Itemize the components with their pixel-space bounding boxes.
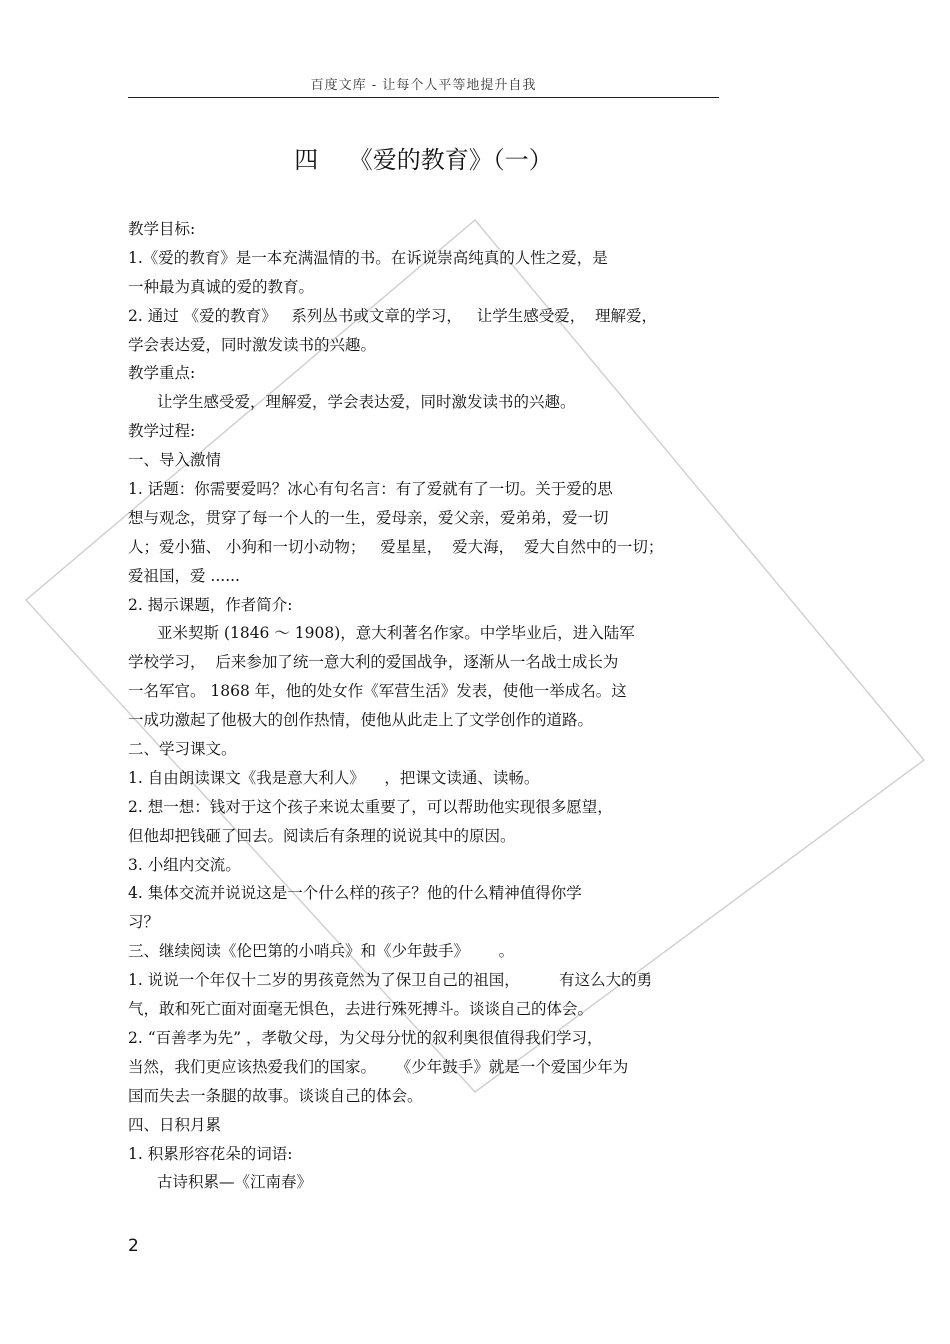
text-line: 一、导入激情 — [128, 451, 222, 470]
text-line: 3. 小组内交流。 — [128, 855, 241, 874]
text-line: 一种最为真诚的爱的教育。 — [128, 277, 315, 296]
text-line: 二、学习课文。 — [128, 740, 237, 759]
text-line: 2. “百善孝为先” ，孝敬父母，为父母分忧的叙利奥很值得我们学习， — [128, 1028, 603, 1047]
text-line: 2. 通过 《爱的教育》 系列丛书或文章的学习， 让学生感受爱， 理解爱， — [128, 306, 658, 325]
text-line: 4. 集体交流并说说这是一个什么样的孩子？他的什么精神值得你学 — [128, 884, 582, 903]
text-line: 让学生感受爱，理解爱，学会表达爱，同时激发读书的兴趣。 — [157, 393, 576, 412]
text-line: 国而失去一条腿的故事。谈谈自己的体会。 — [128, 1086, 423, 1105]
text-line: 习？ — [128, 913, 160, 932]
text-line: 1.《爱的教育》是一本充满温情的书。在诉说崇高纯真的人性之爱，是 — [128, 248, 608, 267]
page-number: 2 — [128, 1236, 139, 1256]
text-line: 古诗积累—《江南春》 — [157, 1173, 313, 1192]
text-line: 1. 自由朗读课文《我是意大利人》 ，把课文读通、读畅。 — [128, 768, 540, 787]
page-header: 百度文库 - 让每个人平等地提升自我 — [310, 78, 537, 93]
text-line: 1. 话题：你需要爱吗？冰心有句名言：有了爱就有了一切。关于爱的思 — [128, 480, 613, 499]
text-line: 一成功激起了他极大的创作热情，使他从此走上了文学创作的道路。 — [128, 711, 594, 730]
text-line: 想与观念，贯穿了每一个人的一生，爱母亲，爱父亲，爱弟弟，爱一切 — [128, 508, 609, 527]
text-line: 但他却把钱砸了回去。阅读后有条理的说说其中的原因。 — [128, 826, 516, 845]
page-title: 四 《爱的教育》（一） — [294, 146, 553, 174]
text-line: 当然，我们更应该热爱我们的国家。 《少年鼓手》就是一个爱国少年为 — [128, 1057, 629, 1076]
text-line: 三、继续阅读《伦巴第的小哨兵》和《少年鼓手》 。 — [128, 942, 515, 961]
text-line: 人；爱小猫、 小狗和一切小动物； 爱星星， 爱大海， 爱大自然中的一切； — [128, 537, 664, 556]
document-body — [128, 215, 728, 1197]
text-line: 爱祖国，爱 ...... — [128, 566, 240, 585]
text-line: 一名军官。 1868 年，他的处女作《军营生活》发表，使他一举成名。这 — [128, 682, 627, 701]
header-divider — [128, 97, 719, 98]
text-line: 教学过程: — [128, 422, 196, 441]
text-line: 1. 积累形容花朵的词语: — [128, 1144, 293, 1163]
text-line: 教学重点: — [128, 364, 196, 383]
text-line: 学校学习， 后来参加了统一意大利的爱国战争，逐渐从一名战士成长为 — [128, 653, 619, 672]
text-line: 学会表达爱，同时激发读书的兴趣。 — [128, 335, 377, 354]
text-line: 1. 说说一个年仅十二岁的男孩竟然为了保卫自己的祖国， 有这么大的勇 — [128, 971, 653, 990]
text-line: 教学目标: — [128, 220, 196, 238]
text-line: 四、日积月累 — [128, 1115, 222, 1134]
text-line: 亚米契斯 (1846 ～ 1908)，意大利著名作家。中学毕业后，进入陆军 — [157, 624, 635, 643]
text-line: 2. 想一想：钱对于这个孩子来说太重要了，可以帮助他实现很多愿望， — [128, 797, 613, 816]
text-line: 2. 揭示课题，作者简介: — [128, 595, 293, 614]
text-line: 气，敢和死亡面对面毫无惧色，去进行殊死搏斗。谈谈自己的体会。 — [128, 1000, 594, 1019]
